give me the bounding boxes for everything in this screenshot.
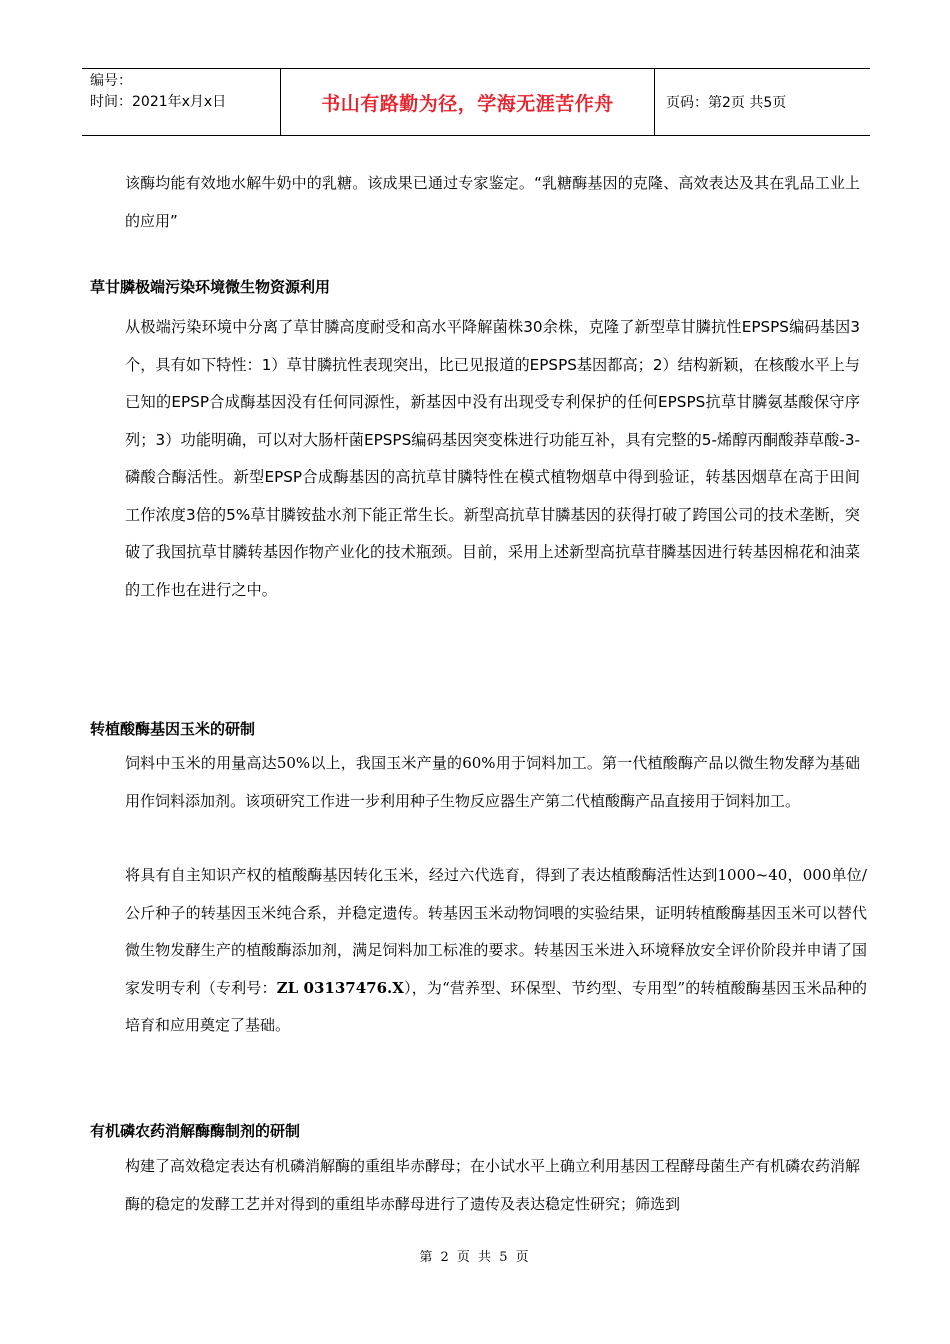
paragraph-glyphosate: 从极端污染环境中分离了草甘膦高度耐受和高水平降解菌株30余株，克隆了新型草甘膦抗性EPSPS编码基因3个，具有如下特性：1）草甘膦抗性表现突出，比已见报道的EPSPS基因都高；2）结构新颖，在核酸水平上与已知的EPSP合成酶基因没有任何同源性，新基因中没有出现受专利保护的任何EPSPS抗草甘膦氨基酸保守序列；3）功能明确，可以对大肠杆菌EPSPS编码基因突变株进行功能互补，具有完整的5-烯醇丙酮酸莽草酸-3-磷酸合酶活性。新型EPSP合成酶基因的高抗草甘膦特性在模式植物烟草中得到验证，转基因烟草在高于田间工作浓度3倍的5%草甘膦铵盐水剂下能正常生长。新型高抗草甘膦基因的获得打破了跨国公司的技术垄断，突破了我国抗草甘膦转基因作物产业化的技术瓶颈。目前，采用上述新型高抗草苷膦基因进行转基因棉花和油菜的工作也在进行之中。 — [125, 318, 860, 599]
section-heading-organophosphate: 有机磷农药消解酶酶制剂的研制 — [90, 1122, 301, 1140]
serial-label: 编号： — [90, 73, 132, 89]
paragraph-lactase-tail: 该酶均能有效地水解牛奶中的乳糖。该成果已通过专家鉴定。“乳糖酶基因的克隆、高效表达及其在乳品工业上的应用” — [125, 174, 860, 230]
header-page-info: 页码：第2页 共5页 — [666, 95, 787, 111]
header-motto: 书山有路勤为径，学海无涯苦作舟 — [280, 69, 655, 135]
paragraph-phytase-corn — [125, 857, 867, 1045]
phytase-text: 将具有自主知识产权的植酸酶基因转化玉米，经过六代选育，得到了表达植酸酶活性达到1000~40，000单位/公斤种子的转基因玉米纯合系，并稳定遗传。转基因玉米动物饲喂的实验结果，证明转植酸酶基因玉米可以替代微生物发酵生产的植酸酶添加剂，满足饲料加工标准的要求。转基因玉米进入环境释放安全评价阶段并申请了国家发明专利（专利号： — [125, 866, 867, 997]
page-footer: 第 2 页 共 5 页 — [419, 1250, 531, 1265]
section-heading-phytase-corn: 转植酸酶基因玉米的研制 — [90, 720, 256, 738]
paragraph-phytase-intro: 饲料中玉米的用量高达50%以上，我国玉米产量的60%用于饲料加工。第一代植酸酶产品以微生物发酵为基础用作饲料添加剂。该项研究工作进一步利用种子生物反应器生产第二代植酸酶产品直接用于饲料加工。 — [125, 754, 860, 810]
header-table — [82, 68, 870, 136]
section-heading-glyphosate: 草甘膦极端污染环境微生物资源利用 — [90, 278, 331, 296]
paragraph-organophosphate: 构建了高效稳定表达有机磷消解酶的重组毕赤酵母；在小试水平上确立利用基因工程酵母菌生产有机磷农药消解酶的稳定的发酵工艺并对得到的重组毕赤酵母进行了遗传及表达稳定性研究；筛选到 — [125, 1157, 861, 1213]
patent-number: ZL 03137476.X — [276, 978, 404, 997]
phytase-text-tail: ），为“营养型、环保型、节约型、专用型”的转植酸酶基因玉米品种的培育和应用奠定了基础。 — [125, 978, 868, 1034]
header-left-cell — [82, 69, 280, 135]
time-label: 时间：2021年x月x日 — [90, 94, 227, 110]
